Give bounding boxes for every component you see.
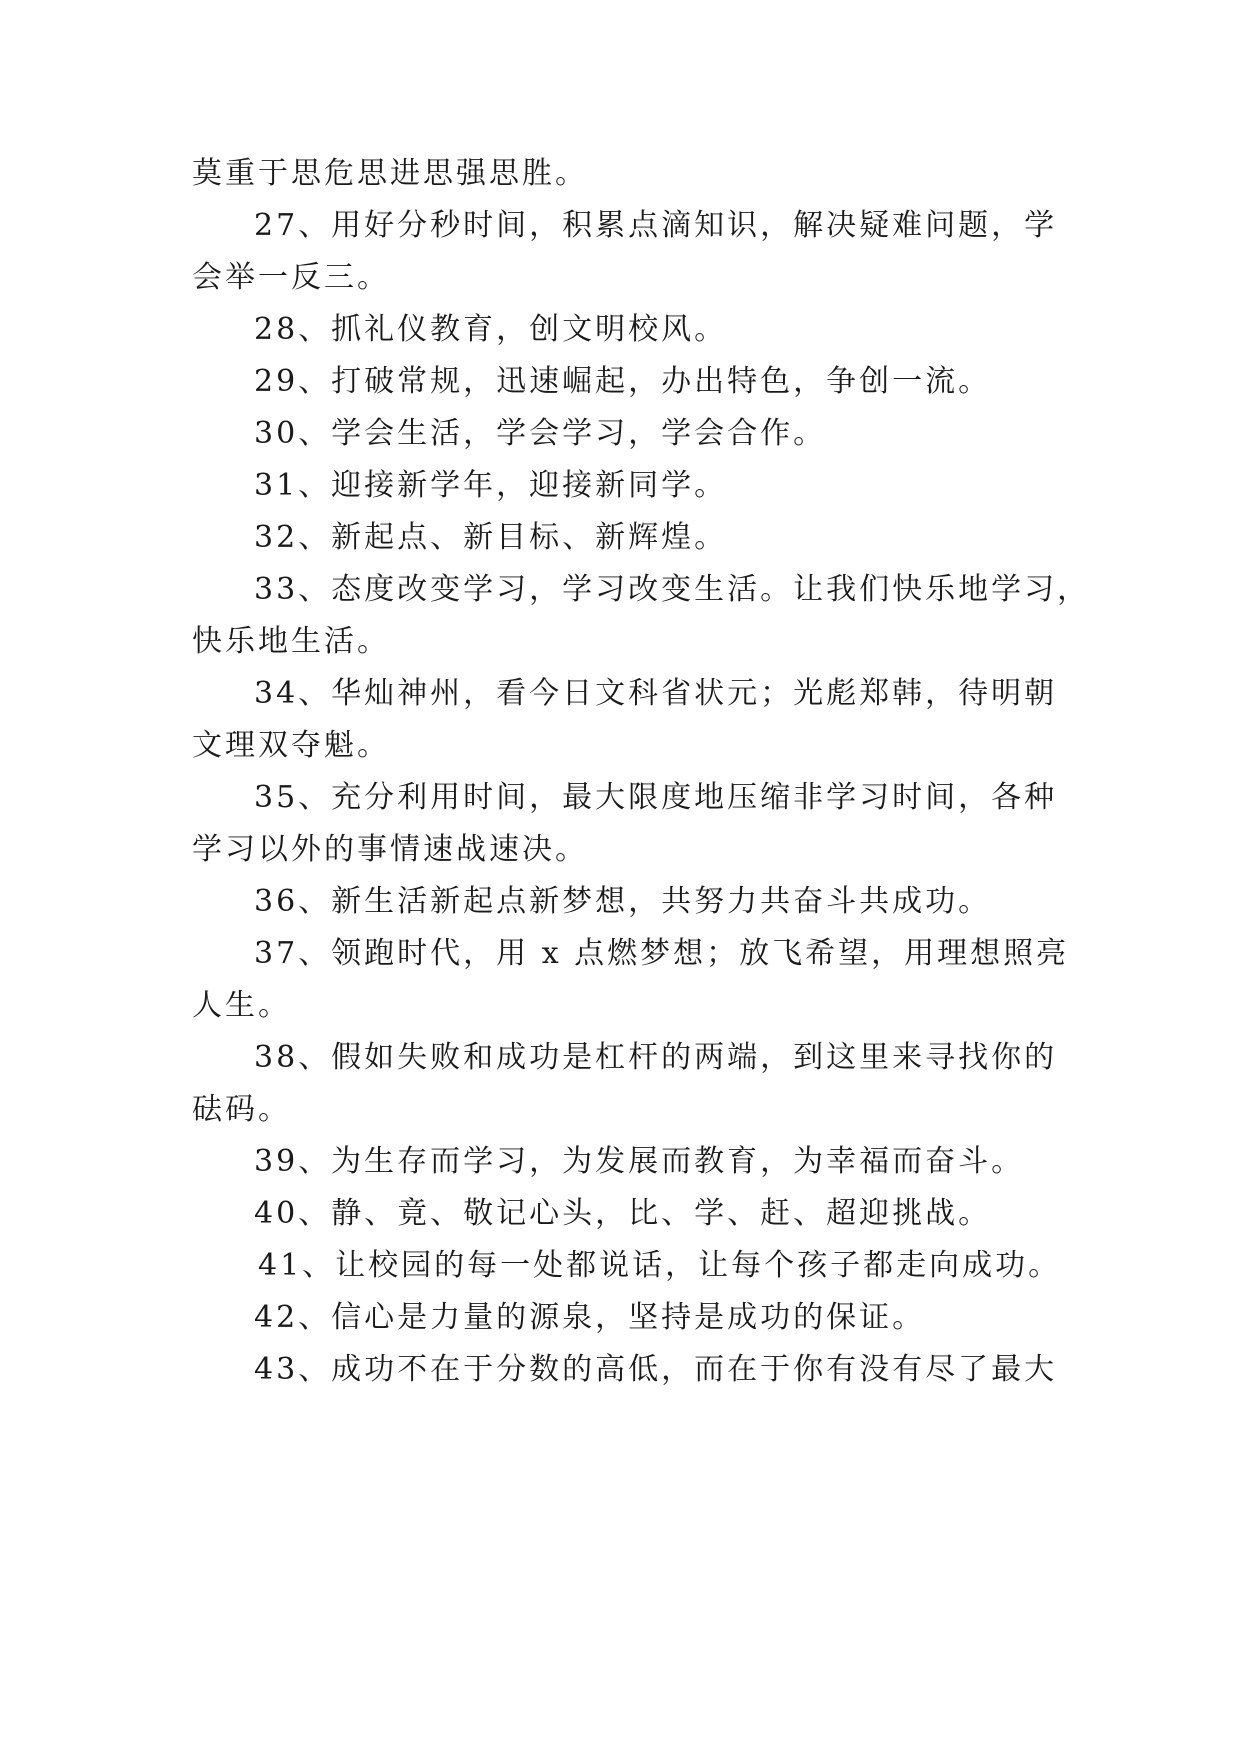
- text-line: 35、充分利用时间，最大限度地压缩非学习时间，各种: [254, 780, 1058, 815]
- text-line: 31、迎接新学年，迎接新同学。: [254, 468, 728, 503]
- text-line: 莫重于思危思进思强思胜。: [192, 156, 588, 191]
- text-line: 快乐地生活。: [192, 624, 390, 659]
- text-line: 30、学会生活，学会学习，学会合作。: [254, 416, 827, 451]
- text-line: 40、静、竟、敬记心头，比、学、赶、超迎挑战。: [254, 1196, 992, 1231]
- text-line: 27、用好分秒时间，积累点滴知识，解决疑难问题，学: [254, 208, 1058, 243]
- text-line: 人生。: [192, 988, 291, 1023]
- text-line: 39、为生存而学习，为发展而教育，为幸福而奋斗。: [254, 1144, 1025, 1179]
- text-line: 41、让校园的每一处都说话，让每个孩子都走向成功。: [258, 1248, 1062, 1283]
- text-line: 学习以外的事情速战速决。: [192, 832, 588, 867]
- text-line: 36、新生活新起点新梦想，共努力共奋斗共成功。: [254, 884, 992, 919]
- text-line: 砝码。: [192, 1092, 291, 1127]
- text-line: 38、假如失败和成功是杠杆的两端，到这里来寻找你的: [254, 1040, 1058, 1075]
- text-line: 37、领跑时代，用 x 点燃梦想；放飞希望，用理想照亮: [254, 936, 1070, 971]
- text-line: 29、打破常规，迅速崛起，办出特色，争创一流。: [254, 364, 992, 399]
- text-line: 文理双夺魁。: [192, 728, 390, 763]
- text-line: 34、华灿神州，看今日文科省状元；光彪郑韩，待明朝: [254, 676, 1058, 711]
- text-line: 32、新起点、新目标、新辉煌。: [254, 520, 728, 555]
- text-line: 33、态度改变学习，学习改变生活。让我们快乐地学习，: [254, 572, 1091, 607]
- text-line: 43、成功不在于分数的高低，而在于你有没有尽了最大: [254, 1352, 1058, 1387]
- text-line: 会举一反三。: [192, 260, 390, 295]
- text-line: 42、信心是力量的源泉，坚持是成功的保证。: [254, 1300, 926, 1335]
- text-line: 28、抓礼仪教育，创文明校风。: [254, 312, 728, 347]
